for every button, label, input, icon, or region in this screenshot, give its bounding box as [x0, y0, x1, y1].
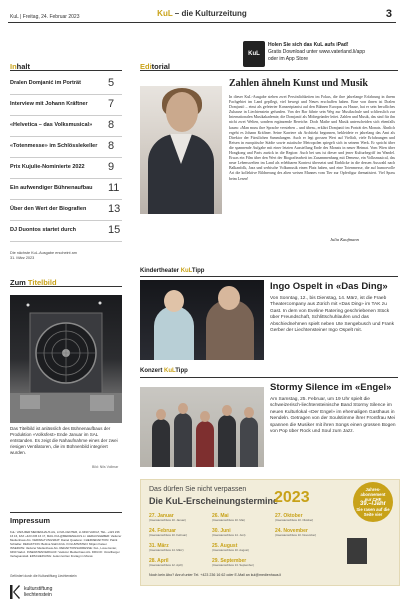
magazine-thumbnail	[347, 538, 367, 564]
next-issue-note: Die nächste KuL-Ausgabe erscheint am 31. März 2023	[10, 251, 77, 260]
actor-left-head	[164, 290, 184, 312]
app-promo-line2: Gratis Download unter www.vaterland.li/app	[268, 49, 365, 55]
konzert-band-photo	[140, 387, 264, 467]
kulturstiftung-logo-icon	[10, 585, 20, 599]
termin-entry	[212, 543, 270, 553]
page-number: 3	[385, 8, 392, 20]
kindertheater-label-tipp: Tipp	[191, 268, 205, 274]
termine-year: 2023	[274, 489, 310, 506]
konzert-headline: Stormy Silence im «Engel»	[270, 382, 392, 393]
band-member-head	[222, 405, 232, 416]
stage-fan-illustration	[10, 295, 122, 423]
header-date: KuL | Freitag, 24. Februar 2023	[10, 14, 80, 20]
titelbild-credit: Bild: Nils Vollmar	[92, 465, 119, 469]
termin-entry	[149, 558, 207, 568]
termin-entry	[149, 543, 207, 553]
toc-separator	[10, 157, 122, 158]
termin-deadline: (Inseratenschluss 14. Juni)	[212, 533, 246, 537]
editorial-signature: Julia Kaufmann	[330, 237, 359, 242]
termin-deadline: (Inseratenschluss 10. Oktober)	[275, 518, 314, 522]
toc-page-number: 13	[108, 203, 121, 215]
header-brand: KuL	[157, 9, 173, 18]
header-title-rest: – die Kulturzeitung	[172, 9, 247, 18]
kulturstiftung-logo-text	[24, 586, 52, 598]
band-member	[240, 417, 258, 467]
editorial-rule	[140, 70, 398, 71]
termin-deadline: (Inseratenschluss 10. August)	[212, 548, 249, 552]
toc-separator	[10, 94, 122, 95]
termin-entry	[149, 513, 207, 523]
kindertheater-rule	[140, 276, 398, 277]
header-title	[0, 9, 404, 18]
termin-entry	[275, 513, 333, 523]
toc-item[interactable]: Ein aufwendiger Bühnenaufbau	[10, 185, 93, 191]
portrait-face	[166, 92, 198, 132]
titelbild-photo	[10, 295, 122, 423]
abo-badge-price: 39.–/Jahr	[359, 501, 387, 507]
band-member	[218, 415, 236, 467]
toc-page-number: 8	[108, 119, 115, 131]
toc-item[interactable]: Dralen Domjanić im Porträt	[10, 80, 81, 86]
konzert-label-prefix: Konzert	[140, 368, 164, 374]
termin-date: 24. November	[275, 528, 308, 534]
editorial-text: In dieser KuL-Ausgabe stehen zwei Persönlichkeiten im Fokus, die ihre jahrelange Erfahrung in ihrem Fachgebiet im Land gepflegt, viel bewegt und Neues erschaffen haben. Eine von ihnen ist Dralen Domjanić – einst als gefeierter Konzertpianist auf den Bühnen Europas zu Hause, hat er sein berufliches Zuhause in Liechtenstein gefunden. Von der Bar führte sein Weg zur Musikschule und schliesslich zur Internationalen Musikakademie, die Domjanić als Mitbegründer leitet. Zahlen und Musik, das sind für ihn nicht zwei Welten, sondern ergänzende Bereiche. Doch Mathe und Musik unterscheiden sich ebenfalls kaum: «Man muss ihre Sprache verstehen – und üben», erklärt Domjanić im Porträt des Monats. Ähnlich ergeht es Johann Kräftner. Seine Karriere als Architekt begonnen, bekleidete er jahrelang das Amt als Direktor der Fürstlichen Sammlungen. Auch er legt grossen Wert auf Vielfalt, viele Erfahrungen und Reisen in europäische Städte sowie asiatische Metropolen spiegelt sich in seinem Werk. Er spricht über die spannende Aufgabe mit einer letzten Ausstellung Ende des Monats in neuer Heimat. Vom Wien über Hongkong und Paris zurück in die Region: Auch bei uns ist dieser und jener Kulturbegriff im Wandel. Etwas ein Film über den Wert der Biografiearbeit im Zusammenhang mit Demenz, ein Volksmusical, das neue Lebenswelten im Land als erlebbaren Kontext übersetzt und Einblicke in die dessen Auswahl nach Balkanfolk, Jazz und serbische Volksmusik einen Platz haben, und eine Totenmesse, die auf humorvolle Art die kollektive Bildnerung des alten weisen Mannes vom Tier zur Opferfigur thematisiert. Viel Spass beim Lesen!	[229, 95, 395, 181]
toc-item[interactable]: Prix Kujulie-Nominierte 2022	[10, 164, 85, 170]
termin-deadline: (Inseratenschluss 10. November)	[275, 533, 317, 537]
app-promo-line3: oder im App Store	[268, 56, 309, 62]
kindertheater-label-brand: KuL	[180, 268, 192, 274]
editorial-portrait-photo	[140, 86, 222, 214]
toc-item[interactable]: DJ Duontos startet durch	[10, 227, 77, 233]
termin-deadline: (Inseratenschluss 10. Februar)	[149, 533, 188, 537]
toc-separator	[10, 220, 122, 221]
toc-separator	[10, 115, 122, 116]
termin-entry	[149, 528, 207, 538]
termin-entry	[275, 528, 333, 538]
toc-page-number: 15	[108, 224, 121, 236]
termin-date: 27. Januar	[149, 513, 174, 519]
abo-badge-l1: Jahres-	[365, 487, 381, 492]
termin-date: 30. Juni	[212, 528, 231, 534]
band-member	[174, 413, 192, 467]
abo-badge-l5: Sie rasen auf die Seite vier	[356, 507, 390, 517]
kindertheater-photo	[140, 280, 264, 360]
header-rule	[8, 22, 396, 23]
editorial-title-rest: torial	[151, 62, 171, 71]
titelbild-title-rest: Titelbild	[27, 278, 57, 287]
titelbild-caption: Das Titelbild ist anlässlich des Bühnenaufbaus der Produktion «Volksfest» Ende Januar im SAL entstanden. Es zeigt die Nahaufnahme eines der zwei riesigen Ventilatoren, die im Bühnenbild integriert wurden.	[10, 426, 118, 455]
toc-item[interactable]: Interview mit Johann Kräftner	[10, 101, 88, 107]
termin-deadline: (Inseratenschluss 13. September)	[212, 563, 254, 567]
termin-deadline: (Inseratenschluss 14. März)	[149, 548, 184, 552]
kindertheater-label	[140, 268, 204, 274]
toc-page-number: 5	[108, 77, 115, 89]
editorial-headline: Zahlen ähneln Kunst und Musik	[229, 78, 368, 89]
termin-entry	[212, 528, 270, 538]
band-member-head	[156, 409, 166, 420]
konzert-text: Am Samstag, 25. Februar, um 19 Uhr spielt die schweizerisch-liechtensteinische Band Stormy Silence im neuen Kulturlokal «Der Engel» im ehemaligen Gasthaus in Nendeln. Getragen von der Soulstimme ihrer Frontfrau Mei spannen die Musiker mit ihren Songs einen grossen Bogen von Pop über Rock und Soul zum Jazz.	[270, 397, 396, 435]
termin-date: 29. September	[212, 558, 247, 564]
toc-page-number: 9	[108, 161, 115, 173]
kindertheater-headline: Ingo Ospelt in «Das Ding»	[270, 281, 388, 292]
toc-separator	[10, 178, 122, 179]
app-promo-line1: Holen Sie sich das KuL aufs iPad!	[268, 42, 349, 48]
logo-line1: kulturstiftung	[24, 586, 53, 592]
termin-entry	[212, 513, 270, 523]
kul-app-logo: KuL	[243, 41, 265, 67]
inhalt-title-rest: halt	[16, 62, 31, 71]
app-promo-text	[268, 42, 398, 63]
erscheinungstermine-box	[140, 479, 400, 586]
termin-date: 31. März	[149, 543, 169, 549]
inhalt-title-accent: In	[10, 62, 17, 71]
toc-page-number: 7	[108, 98, 115, 110]
impressum-text: KuL: VADUZER MEDIENHAUS AG, LOVA-CENTER, LI-9490 VADUZ, TEL. +423 236 16 16, FAX +423 236 16 17, MAIL KUL@MEDIENHAUS.LI. HERAUSGEBER: Vaduzer Medienhaus AG. VERWALTUNGSRAT: Daniel Quaderer. CHEFREDAKTION: Patrik Schädler. REDAKTION: Bettina Stahl-Frick. KOLUMNISTEN: Mirjam Kaiser. INSERATE: Vaduzer Medienhaus AG. REDAKTIONSADRESSE: KuL, Lova-Center, 9490 Vaduz. INSERATENVERKAUF: Vaduzer Medienhaus AG. DRUCK: Vorarlberger Verlagsanstalt. ERSCHEINUNG: Jeden letzten Freitag im Monat.	[10, 530, 122, 558]
toc-separator	[10, 241, 122, 242]
actor-left	[154, 306, 194, 360]
termin-entry	[212, 558, 270, 568]
band-member-head	[178, 403, 188, 414]
termin-date: 26. Mai	[212, 513, 229, 519]
toc-item[interactable]: Über den Wert der Biografien	[10, 206, 87, 212]
termine-line1: Das dürfen Sie nicht verpassen	[149, 486, 247, 493]
impressum-note: Gefördert durch die Kulturstiftung Liechtenstein	[10, 574, 77, 578]
konzert-label-brand: KuL	[164, 368, 176, 374]
band-member	[196, 421, 214, 467]
abo-badge-l2: abonnement	[360, 492, 386, 497]
toc-item[interactable]: «Helvetica – das Volksmusical»	[10, 122, 93, 128]
inhalt-title	[10, 62, 30, 71]
editorial-title-accent: Edi	[140, 62, 152, 71]
termin-date: 24. Februar	[149, 528, 176, 534]
konzert-label-tipp: Tipp	[175, 368, 188, 374]
konzert-rule	[140, 377, 398, 378]
kindertheater-label-prefix: Kindertheater	[140, 268, 181, 274]
titelbild-title	[10, 278, 57, 287]
termin-date: 25. August	[212, 543, 238, 549]
termine-line2: Die KuL-Erscheinungstermine	[149, 496, 279, 506]
abo-badge[interactable]	[353, 482, 393, 522]
titelbild-title-zum: Zum	[10, 278, 28, 287]
toc-page-number: 11	[108, 182, 120, 194]
editorial-title	[140, 62, 170, 71]
toc-item[interactable]: «Totenmesse» im Schlösslekeller	[10, 143, 98, 149]
band-member	[152, 419, 170, 467]
band-member-head	[244, 407, 254, 418]
impressum-rule	[10, 512, 122, 513]
logo-line2: liechtenstein	[24, 592, 52, 598]
termin-deadline: (Inseratenschluss 10. Mai)	[212, 518, 245, 522]
impressum-title: Impressum	[10, 516, 51, 525]
toc-separator	[10, 136, 122, 137]
termin-date: 28. April	[149, 558, 169, 564]
termine-footer: Noch kein Abo? Anruf unter Tel. +423 236 16 62 oder E-Mail an kul@medienhaus.li	[149, 573, 282, 577]
toc-separator	[10, 199, 122, 200]
termin-date: 27. Oktober	[275, 513, 303, 519]
actor-right-head	[218, 286, 240, 310]
abo-badge-l3: nur CHF	[364, 497, 382, 502]
kindertheater-text: Von Sonntag, 12., bis Dienstag, 14. März, ist die Fraeb Theatercompany aus Zürich mit «Das Ding» im TAK zu Gast. In dem von Eveline Ratering geschriebenen Stück über Freundschaft, Schlittschuhlaufen und das Abschiednehmen spielt neben Ute Sengebusch und Frank Gerber der Liechtensteiner Ingo Ospelt mit.	[270, 296, 395, 334]
termin-deadline: (Inseratenschluss 10. Januar)	[149, 518, 186, 522]
band-member-head	[200, 411, 210, 422]
termin-deadline: (Inseratenschluss 12. April)	[149, 563, 183, 567]
toc-page-number: 8	[108, 140, 115, 152]
konzert-label	[140, 368, 188, 374]
